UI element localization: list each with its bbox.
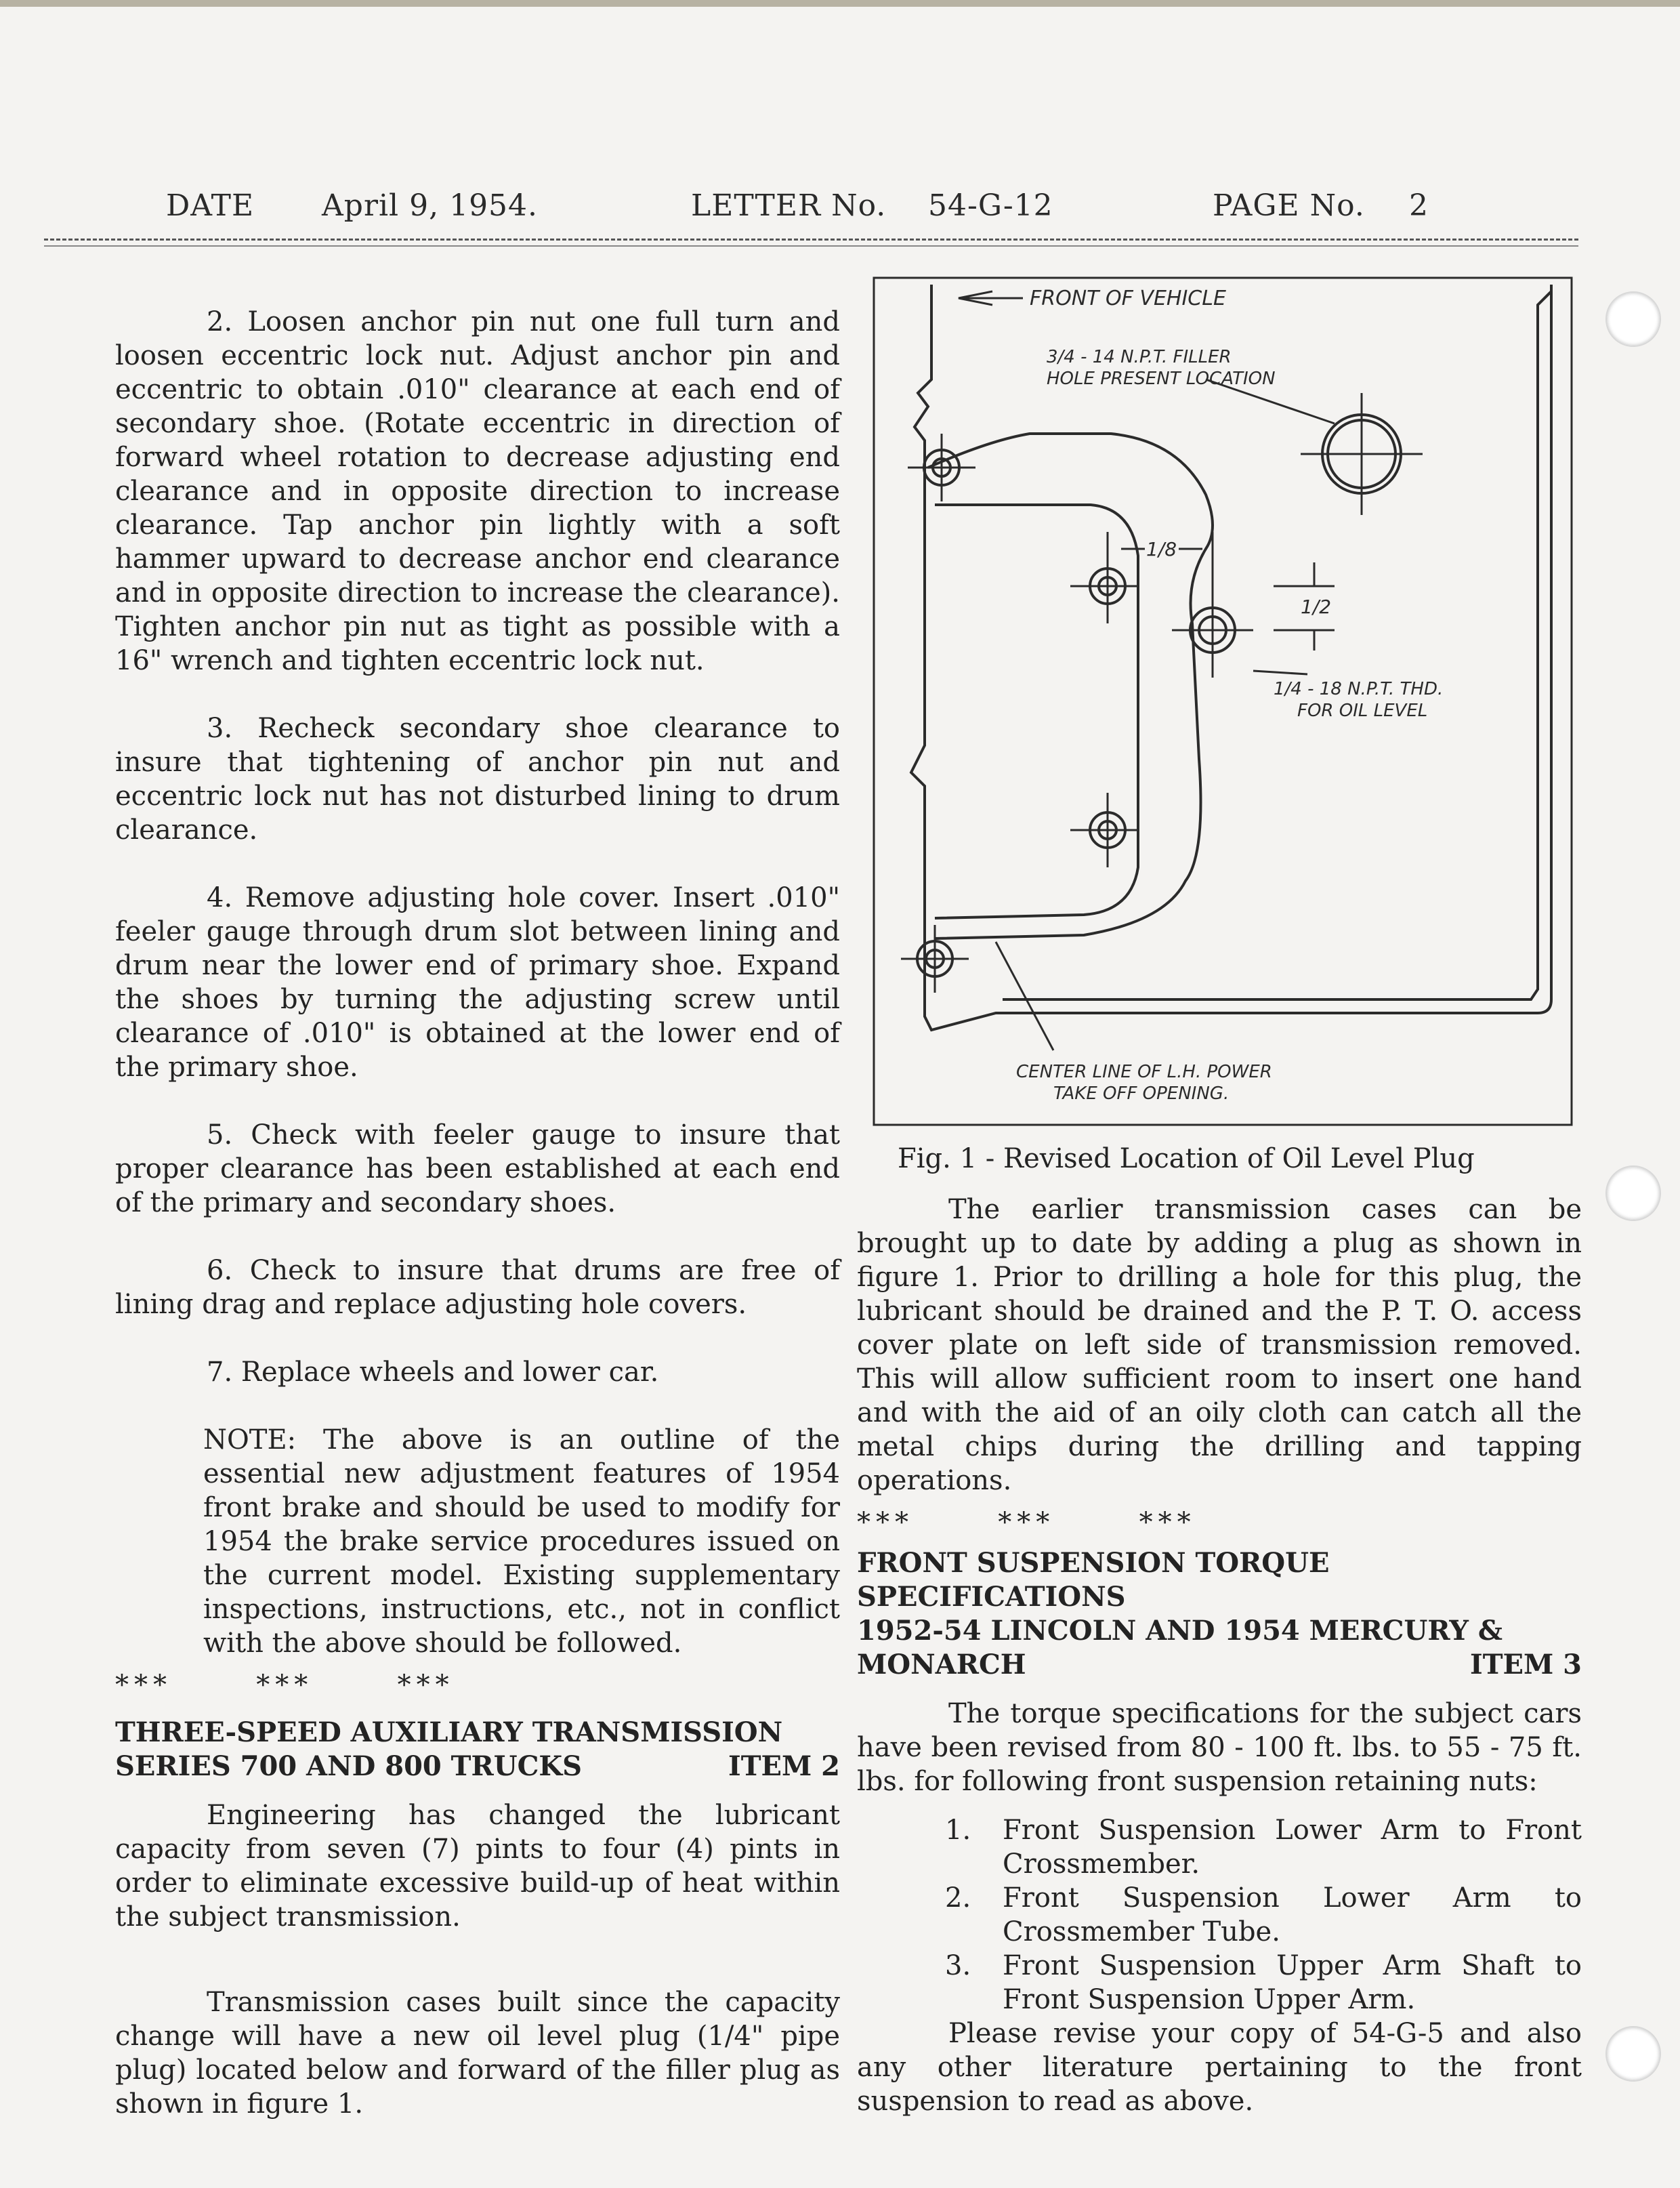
letter-label: LETTER No. — [691, 188, 887, 223]
item2-paragraph-2: Transmission cases built since the capacity change will have a new oil level plug (1/4" pipe plug) located below and forward of the filler plug as shown in figure 1. — [115, 1987, 840, 2120]
item3-heading-line3: 1952-54 LINCOLN AND 1954 MERCURY & — [857, 1615, 1503, 1647]
item3-heading-text: MONARCH — [857, 1649, 1026, 1680]
item2-paragraph-1: Engineering has changed the lubricant capacity from seven (7) pints to four (4) pints in order to eliminate excessive build-up of heat within the subject transmission. — [115, 1800, 840, 1933]
right-paragraph-3: Please revise your copy of 54-G-5 and also any other literature pertaining to the front suspension to read as above. — [857, 2018, 1582, 2117]
punch-hole-top — [1605, 291, 1661, 347]
filler-hole-label-1: 3/4 - 14 N.P.T. FILLER — [1047, 347, 1232, 367]
left-column — [115, 305, 840, 2121]
step-3: 3. Recheck secondary shoe clearance to insure that tightening of anchor pin nut and eccentric lock nut has not disturbed lining to drum clearance. — [115, 713, 840, 846]
punch-hole-bottom — [1605, 2026, 1661, 2082]
dimension-vertical: 1/2 — [1301, 596, 1332, 618]
date-label: DATE — [166, 188, 255, 223]
punch-hole-middle — [1605, 1165, 1661, 1221]
header-rule — [44, 239, 1578, 241]
right-paragraph-1: The earlier transmission cases can be brought up to date by adding a plug as shown in figure 1. Prior to drilling a hole for this plug, the lubricant should be drained and the P. T. O. access cover plate on left side of transmission removed. This will allow sufficient room to insert one hand and with the aid of an oily cloth can catch all the metal chips during the drilling and tapping operations. — [857, 1194, 1582, 1496]
page-label: PAGE No. — [1213, 188, 1365, 223]
step-4: 4. Remove adjusting hole cover. Insert .010" feeler gauge through drum slot between lining and drum near the lower end of primary shoe. Expand the shoes by turning the adjusting screw until clearance of .010" is obtained at the lower end of the primary shoe. — [115, 882, 840, 1083]
right-column — [857, 1142, 1582, 2118]
note-paragraph: NOTE: The above is an outline of the essential new adjustment features of 1954 front brake and should be used to modify for 1954 the brake service procedures issued on the current model. Existing supplementary inspections, instructions, etc., not in conflict with the above should be followed. — [203, 1424, 840, 1659]
dimension-horizontal: 1/8 — [1146, 538, 1177, 560]
step-5: 5. Check with feeler gauge to insure that proper clearance has been established at each end of the primary and secondary shoes. — [115, 1119, 840, 1218]
step-7: 7. Replace wheels and lower car. — [207, 1357, 659, 1388]
figure-1-diagram — [867, 271, 1585, 1132]
filler-hole-label-2: HOLE PRESENT LOCATION — [1047, 369, 1276, 389]
header-rule-lower — [44, 245, 1578, 247]
item3-tag: ITEM 3 — [1470, 1649, 1582, 1680]
step-6: 6. Check to insure that drums are free of lining drag and replace adjusting hole covers. — [115, 1255, 840, 1320]
list-item: 1. Front Suspension Lower Arm to Front Crossmember. — [945, 1815, 1582, 1880]
page-value: 2 — [1409, 188, 1429, 223]
figure-frame — [874, 278, 1572, 1125]
date-value: April 9, 1954. — [322, 188, 539, 223]
case-outline-outer — [911, 285, 1551, 1030]
figure-caption: Fig. 1 - Revised Location of Oil Level Plug — [898, 1143, 1475, 1174]
oil-plug-label-2: FOR OIL LEVEL — [1297, 701, 1428, 721]
list-item: 3. Front Suspension Upper Arm Shaft to Front Suspension Upper Arm. — [945, 1950, 1582, 2015]
scan-edge — [0, 0, 1680, 7]
item2-heading-line2 — [115, 1750, 840, 1783]
list-item: 2. Front Suspension Lower Arm to Crossmember Tube. — [945, 1882, 1582, 1947]
section-separator-right: *** *** *** — [857, 1507, 1196, 1538]
front-of-vehicle-label: FRONT OF VEHICLE — [1030, 287, 1226, 310]
item2-heading-text: SERIES 700 AND 800 TRUCKS — [115, 1750, 583, 1782]
item3-heading-line2: SPECIFICATIONS — [857, 1581, 1126, 1613]
step-2: 2. Loosen anchor pin nut one full turn and loosen eccentric lock nut. Adjust anchor pin and eccentric to obtain .010" clearance at each end of secondary shoe. (Rotate eccentric in direction of forward wheel rotation to decrease adjusting end clearance and in opposite direction to increase clearance. Tap anchor pin lightly with a soft hammer upward to decrease anchor end clearance and in opposite direction to increase the clearance). Tighten anchor pin nut as tight as possible with a 16" wrench and tighten eccentric lock nut. — [115, 306, 840, 676]
pto-label-2: TAKE OFF OPENING. — [1053, 1083, 1230, 1104]
section-separator: *** *** *** — [115, 1670, 455, 1701]
item3-heading-line4 — [857, 1648, 1582, 1682]
item2-heading-line1: THREE-SPEED AUXILIARY TRANSMISSION — [115, 1716, 783, 1748]
case-inner-offset — [1003, 291, 1551, 999]
pto-label-1: CENTER LINE OF L.H. POWER — [1016, 1062, 1272, 1082]
oil-plug-label-1: 1/4 - 18 N.P.T. THD. — [1274, 679, 1444, 699]
item2-tag: ITEM 2 — [728, 1750, 840, 1782]
item3-heading-line1: FRONT SUSPENSION TORQUE — [857, 1547, 1330, 1579]
letter-value: 54-G-12 — [928, 188, 1053, 223]
pto-opening-outline — [928, 434, 1213, 938]
right-paragraph-2: The torque specifications for the subject cars have been revised from 80 - 100 ft. lbs. to 55 - 75 ft. lbs. for following front suspension retaining nuts: — [857, 1698, 1582, 1797]
